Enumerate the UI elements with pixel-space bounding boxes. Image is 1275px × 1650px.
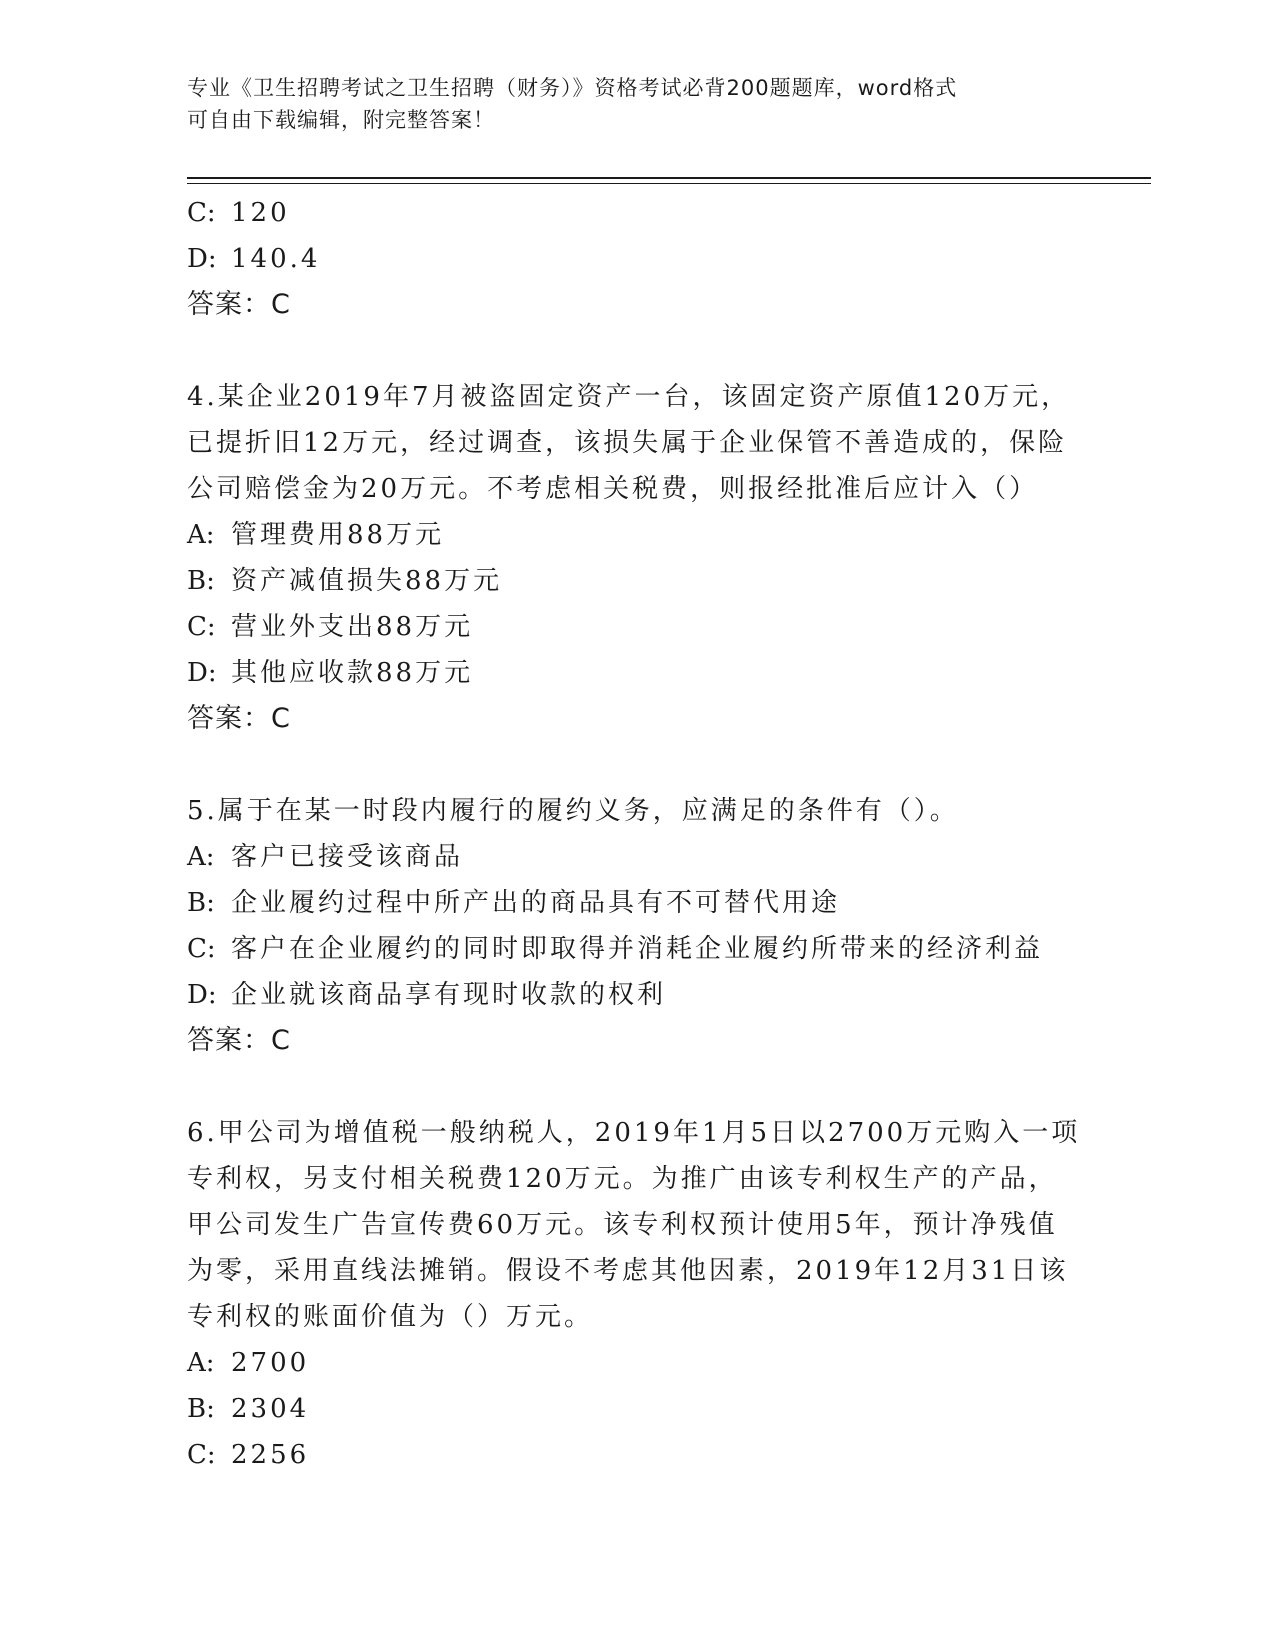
answer-line: 答案：C	[187, 1025, 291, 1056]
option-b	[187, 1386, 1087, 1432]
option-a	[187, 512, 1087, 558]
option-a	[187, 1340, 1087, 1386]
option-d	[187, 650, 1087, 696]
header-divider-thin	[187, 183, 1151, 184]
question-6	[187, 1110, 1087, 1478]
option-a	[187, 834, 1087, 880]
option-letter: D:	[187, 658, 217, 688]
option-text: 营业外支出88万元	[231, 612, 474, 642]
option-text: 2700	[231, 1348, 310, 1378]
option-letter: A:	[187, 842, 215, 872]
option-text: 客户已接受该商品	[231, 842, 464, 872]
question-list	[187, 190, 1087, 1478]
question-3-continued	[187, 190, 1087, 328]
option-text: 2256	[231, 1440, 310, 1470]
question-stem-line: 专利权，另支付相关税费120万元。为推广由该专利权生产的产品，	[187, 1164, 1058, 1194]
option-letter: A:	[187, 520, 215, 550]
question-stem-line: 为零，采用直线法摊销。假设不考虑其他因素，2019年12月31日该	[187, 1256, 1069, 1286]
option-c	[187, 1432, 1087, 1478]
question-4	[187, 374, 1087, 742]
option-letter: D:	[187, 244, 217, 274]
option-letter: D:	[187, 980, 217, 1010]
question-stem-line: 甲公司发生广告宣传费60万元。该专利权预计使用5年，预计净残值	[187, 1210, 1058, 1240]
option-d	[187, 972, 1087, 1018]
question-5	[187, 788, 1087, 1064]
option-letter: B:	[187, 566, 215, 596]
option-text: 2304	[231, 1394, 310, 1424]
header-title-line-2: 可自由下载编辑，附完整答案！	[187, 108, 495, 132]
option-text: 资产减值损失88万元	[231, 566, 503, 596]
question-stem-line: 6.甲公司为增值税一般纳税人，2019年1月5日以2700万元购入一项	[187, 1118, 1081, 1148]
document-header	[187, 72, 1087, 136]
option-b	[187, 558, 1087, 604]
question-stem-line: 公司赔偿金为20万元。不考虑相关税费，则报经批准后应计入（）	[187, 474, 1039, 504]
option-letter: B:	[187, 1394, 215, 1424]
option-text: 企业就该商品享有现时收款的权利	[231, 980, 667, 1010]
question-stem-line: 已提折旧12万元，经过调查，该损失属于企业保管不善造成的，保险	[187, 428, 1068, 458]
option-letter: B:	[187, 888, 215, 918]
option-text: 140.4	[231, 244, 321, 274]
option-c	[187, 926, 1087, 972]
option-text: 管理费用88万元	[231, 520, 445, 550]
answer-line: 答案：C	[187, 703, 291, 734]
answer-line: 答案：C	[187, 289, 291, 320]
option-text: 企业履约过程中所产出的商品具有不可替代用途	[231, 888, 841, 918]
option-c	[187, 604, 1087, 650]
option-letter: C:	[187, 934, 216, 964]
option-b	[187, 880, 1087, 926]
option-letter: C:	[187, 612, 216, 642]
option-letter: C:	[187, 1440, 216, 1470]
question-stem-line: 专利权的账面价值为（）万元。	[187, 1302, 594, 1332]
option-letter: C:	[187, 198, 216, 228]
option-letter: A:	[187, 1348, 215, 1378]
option-c	[187, 190, 1087, 236]
option-text: 客户在企业履约的同时即取得并消耗企业履约所带来的经济利益	[231, 934, 1044, 964]
option-text: 其他应收款88万元	[231, 658, 474, 688]
option-d	[187, 236, 1087, 282]
header-title-line-1: 专业《卫生招聘考试之卫生招聘（财务）》资格考试必背200题题库，word格式	[187, 76, 958, 100]
question-stem-line: 4.某企业2019年7月被盗固定资产一台，该固定资产原值120万元，	[187, 382, 1071, 412]
header-divider-thick	[187, 177, 1151, 179]
question-stem-line: 5.属于在某一时段内履行的履约义务，应满足的条件有（）。	[187, 796, 959, 826]
option-text: 120	[231, 198, 290, 228]
